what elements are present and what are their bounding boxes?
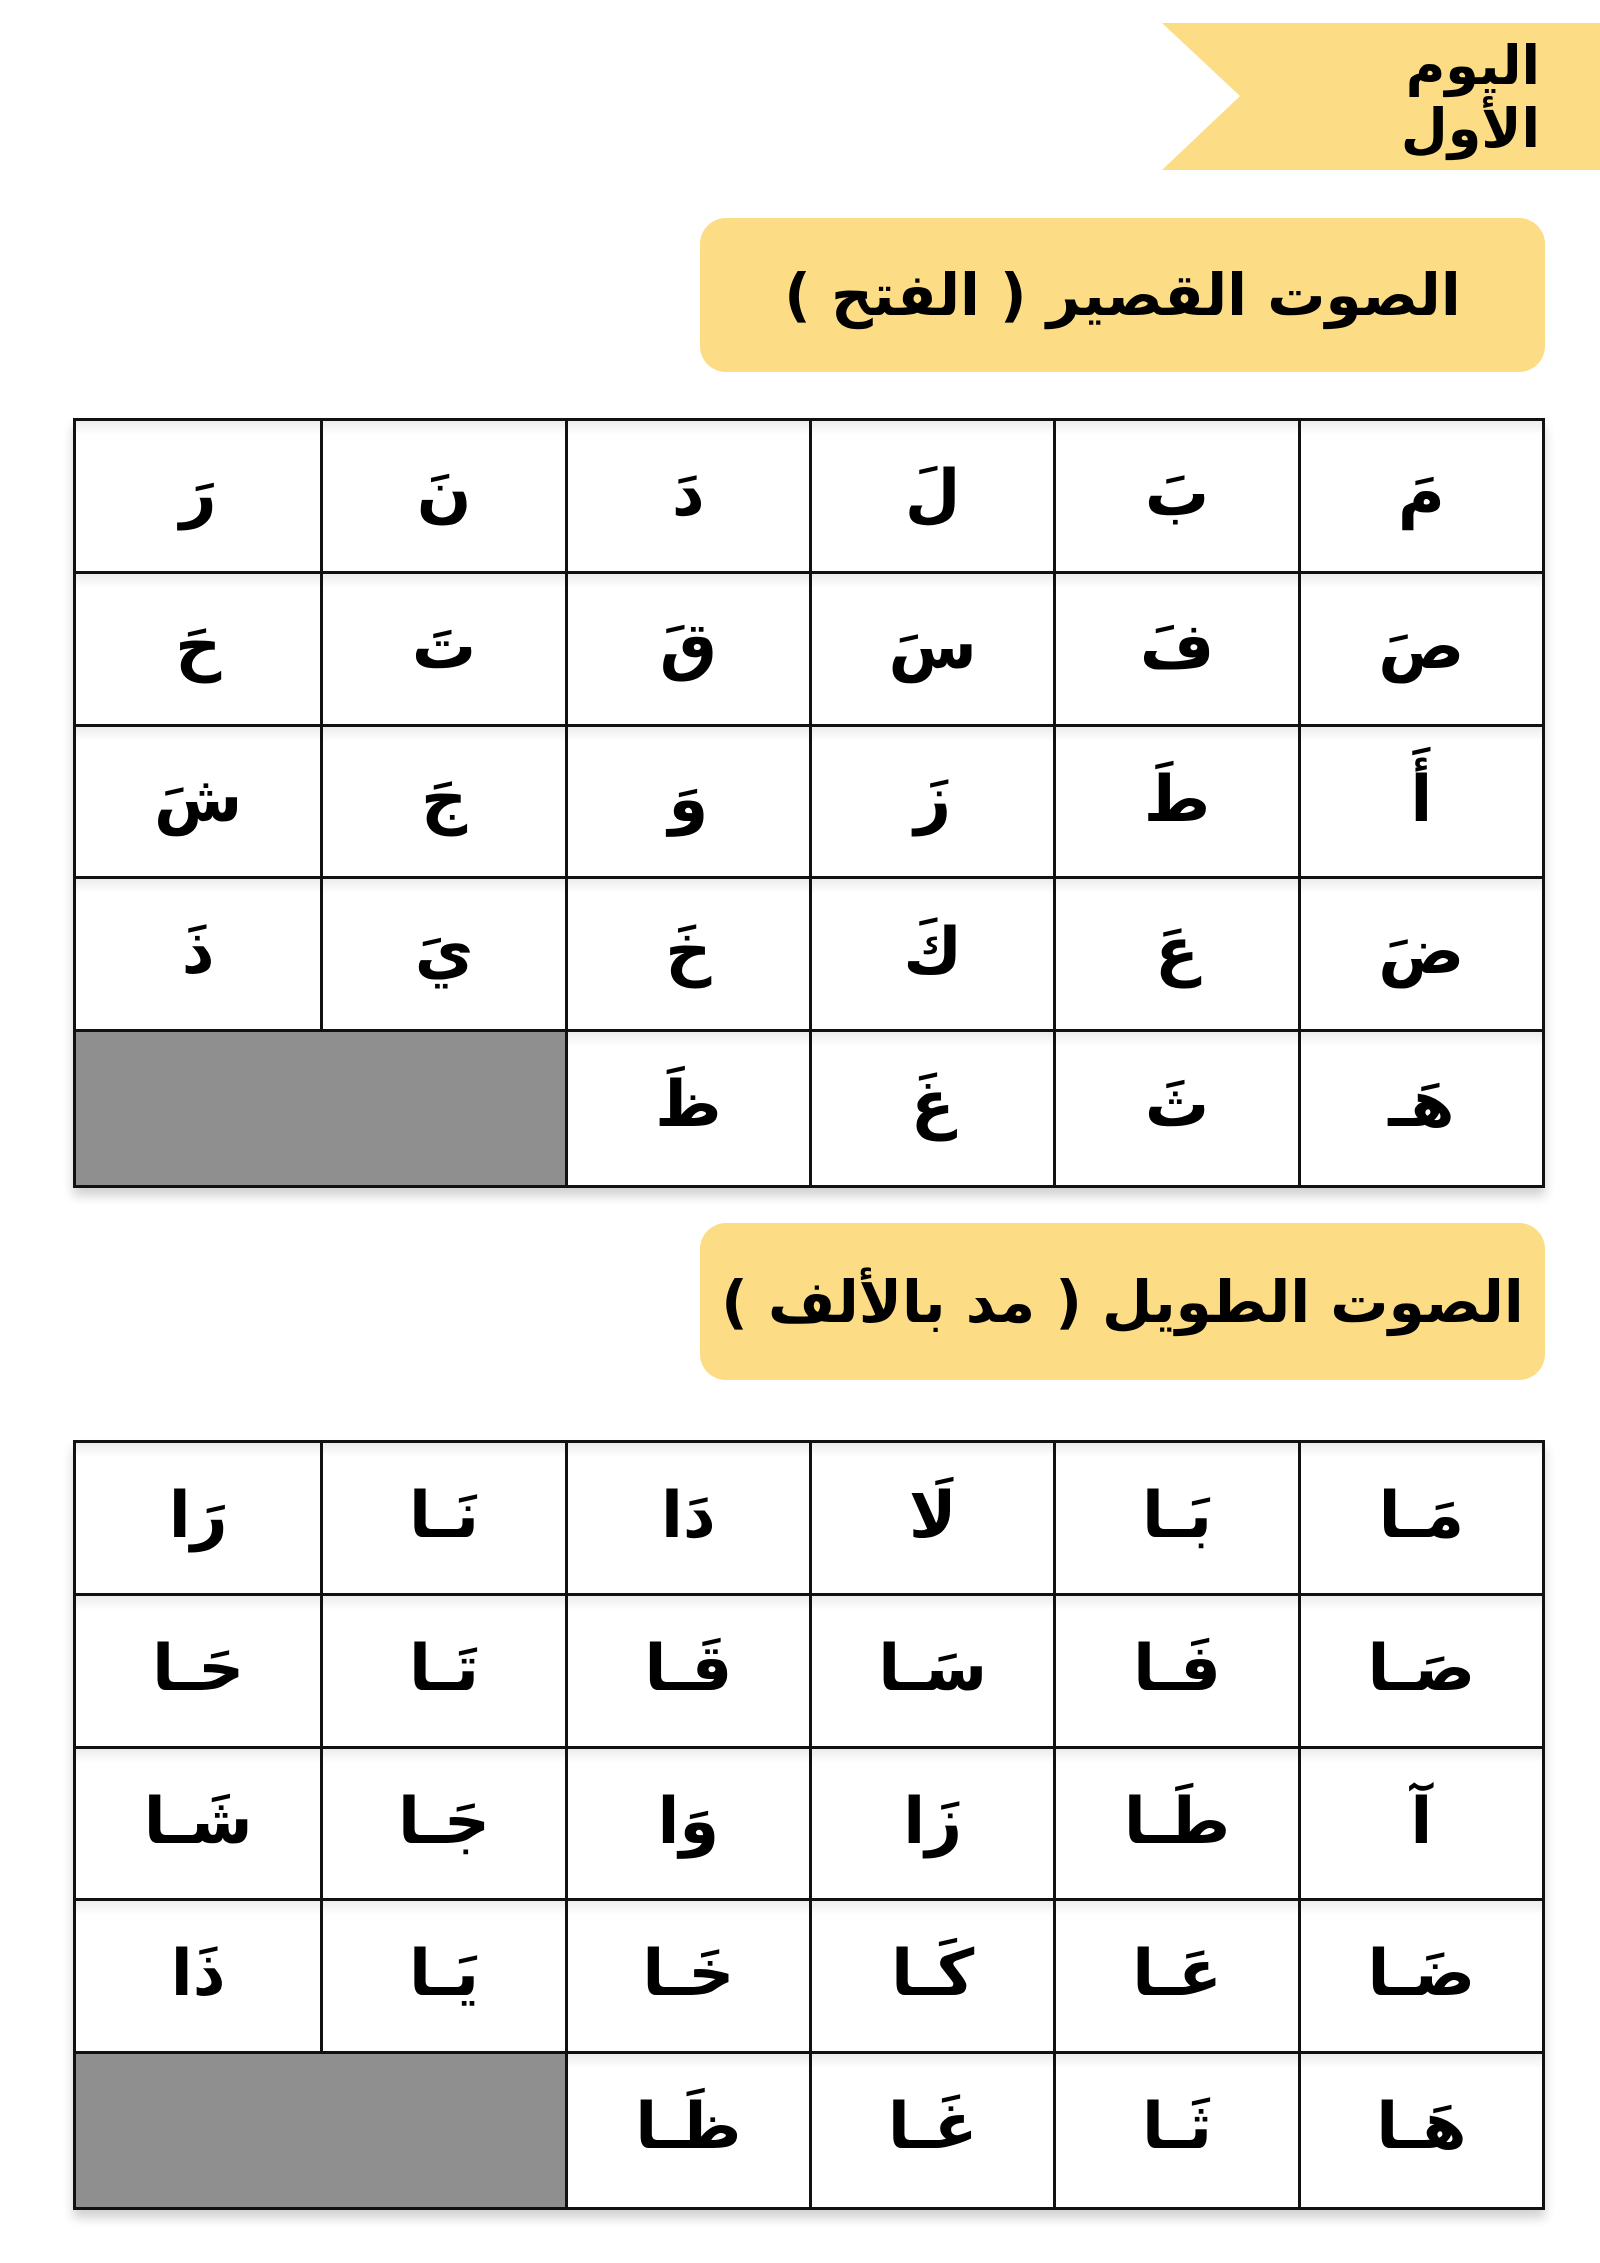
letter-cell: سَ bbox=[809, 574, 1053, 727]
letter-cell: هَـ bbox=[1298, 1032, 1542, 1185]
letter-cell: قَـا bbox=[565, 1596, 809, 1749]
letter-cell: ظَـا bbox=[565, 2054, 809, 2207]
letter-cell: صَـا bbox=[1298, 1596, 1542, 1749]
letter-cell: غَـا bbox=[809, 2054, 1053, 2207]
letter-cell: وَ bbox=[565, 727, 809, 880]
letter-cell: ثَـا bbox=[1053, 2054, 1297, 2207]
letter-cell: تَـا bbox=[320, 1596, 564, 1749]
letter-cell: دَا bbox=[565, 1443, 809, 1596]
long-vowel-table bbox=[73, 1440, 1545, 2210]
letter-cell: كَـا bbox=[809, 1901, 1053, 2054]
letter-cell: تَ bbox=[320, 574, 564, 727]
letter-cell: حَـا bbox=[76, 1596, 320, 1749]
empty-filler-cell bbox=[76, 1032, 565, 1185]
letter-cell: هَـا bbox=[1298, 2054, 1542, 2207]
letter-cell: حَ bbox=[76, 574, 320, 727]
letter-cell: خَـا bbox=[565, 1901, 809, 2054]
letter-cell: زَا bbox=[809, 1749, 1053, 1902]
letter-cell: ذَا bbox=[76, 1901, 320, 2054]
letter-cell: قَ bbox=[565, 574, 809, 727]
letter-cell: مَ bbox=[1298, 421, 1542, 574]
letter-cell: جَـا bbox=[320, 1749, 564, 1902]
letter-cell: غَ bbox=[809, 1032, 1053, 1185]
letter-cell: وَا bbox=[565, 1749, 809, 1902]
letter-cell: ظَ bbox=[565, 1032, 809, 1185]
section-header-short-vowel: الصوت القصير ( الفتح ) bbox=[700, 218, 1545, 372]
letter-cell: خَ bbox=[565, 879, 809, 1032]
letter-cell: شَـا bbox=[76, 1749, 320, 1902]
letter-cell: رَ bbox=[76, 421, 320, 574]
letter-cell: دَ bbox=[565, 421, 809, 574]
letter-cell: بَ bbox=[1053, 421, 1297, 574]
letter-cell: طَ bbox=[1053, 727, 1297, 880]
letter-cell: ضَـا bbox=[1298, 1901, 1542, 2054]
letter-cell: نَ bbox=[320, 421, 564, 574]
letter-cell: مَـا bbox=[1298, 1443, 1542, 1596]
letter-cell: جَ bbox=[320, 727, 564, 880]
day-title: اليوم الأول bbox=[1400, 33, 1540, 160]
short-vowel-table bbox=[73, 418, 1545, 1188]
letter-cell: طَـا bbox=[1053, 1749, 1297, 1902]
section-header-long-vowel: الصوت الطويل ( مد بالألف ) bbox=[700, 1223, 1545, 1380]
letter-cell: آ bbox=[1298, 1749, 1542, 1902]
letter-cell: فَـا bbox=[1053, 1596, 1297, 1749]
letter-cell: لَا bbox=[809, 1443, 1053, 1596]
letter-cell: زَ bbox=[809, 727, 1053, 880]
empty-filler-cell bbox=[76, 2054, 565, 2207]
letter-cell: ذَ bbox=[76, 879, 320, 1032]
letter-cell: ثَ bbox=[1053, 1032, 1297, 1185]
letter-cell: يَ bbox=[320, 879, 564, 1032]
letter-cell: بَـا bbox=[1053, 1443, 1297, 1596]
letter-cell: عَ bbox=[1053, 879, 1297, 1032]
letter-cell: أَ bbox=[1298, 727, 1542, 880]
letter-cell: صَ bbox=[1298, 574, 1542, 727]
letter-cell: رَا bbox=[76, 1443, 320, 1596]
letter-cell: عَـا bbox=[1053, 1901, 1297, 2054]
letter-cell: ضَ bbox=[1298, 879, 1542, 1032]
letter-cell: فَ bbox=[1053, 574, 1297, 727]
letter-cell: يَـا bbox=[320, 1901, 564, 2054]
letter-cell: سَـا bbox=[809, 1596, 1053, 1749]
letter-cell: كَ bbox=[809, 879, 1053, 1032]
letter-cell: شَ bbox=[76, 727, 320, 880]
letter-cell: نَـا bbox=[320, 1443, 564, 1596]
letter-cell: لَ bbox=[809, 421, 1053, 574]
day-banner bbox=[1162, 23, 1600, 170]
